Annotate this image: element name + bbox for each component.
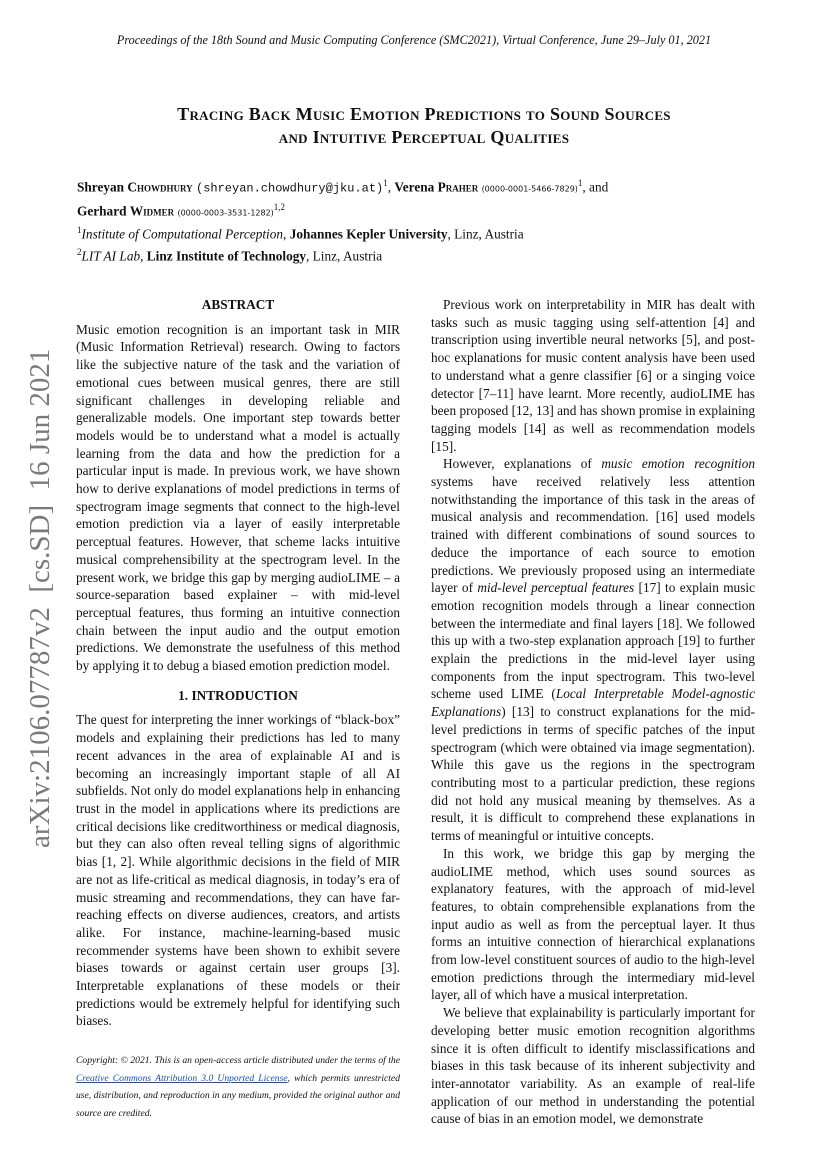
arxiv-stamp-text: arXiv:2106.07787v2 [cs.SD] 16 Jun 2021 bbox=[24, 348, 56, 848]
author-3-sup: 1,2 bbox=[273, 202, 286, 213]
affil-1-univ: Johannes Kepler University bbox=[289, 226, 448, 242]
affil-2-sup: 2 bbox=[77, 247, 82, 258]
author-3-first: Gerhard bbox=[77, 203, 127, 219]
right-paragraph-2 bbox=[431, 455, 755, 844]
affiliation-1: $^1$Institute of Computational Perception, Johannes Kepler University, Linz, Austria bbox=[77, 225, 524, 242]
copyright-notice bbox=[76, 1052, 400, 1122]
right-paragraph-1: Previous work on interpretability in MIR has dealt with tasks such as music tagging using self-attention [4] and transcription using invertible neural networks [5], and post-hoc explanations for music content analysis have been used to understand what a genre classifier [6] or a singing voice detector [7–11] have learnt. More recently, audioLIME has been proposed [12, 13] and has shown promise in explaining tagging models [14] as well as recommendation models [15]. bbox=[431, 297, 755, 454]
copyright-pre: Copyright: © 2021. This is an open-access article distributed under the terms of the bbox=[76, 1055, 400, 1067]
author-1-sup: 1 bbox=[383, 178, 388, 188]
affil-2-loc: , Linz, Austria bbox=[306, 248, 383, 264]
author-2-sup: 1 bbox=[577, 178, 583, 188]
author-1-last: Chowdhury bbox=[127, 179, 193, 195]
right-paragraph-3: In this work, we bridge this gap by merging the audioLIME method, which uses sound sources as explanatory features, with the approach of mid-level features, to obtain comprehensible explanations from the input audio as well as from the perceptual layer. It thus forms an intuitive connection of hierarchical explanations from low-level constituent sources of audio to the high-level emotion predictions through the intermediary mid-level layer, all of which have a musical interpretation. bbox=[431, 845, 755, 1003]
header-text: Proceedings of the 18th Sound and Music Computing Conference (SMC2021), Virtual Conference, June 29–July 01, 2021 bbox=[116, 33, 712, 47]
right-column bbox=[431, 296, 755, 1128]
arxiv-stamp bbox=[24, 328, 58, 848]
affil-1-loc: , Linz, Austria bbox=[447, 226, 524, 242]
author-1-email[interactable]: (shreyan.chowdhury@jku.at) bbox=[196, 181, 384, 196]
p2-part-d: ) [13] to construct explanations for the mid-level predictions in terms of specific patches of the input spectrogram (which were obtained via image segmentation). While this gave us the regions in the spectrogram contributing most to a particular prediction, these regions did not hold any musical meaning by themselves. As a result, it is difficult to comprehend these explanations in terms of meaningful or intuitive concepts. bbox=[431, 704, 755, 844]
affil-2-univ: Linz Institute of Technology bbox=[146, 248, 307, 264]
author-3-orcid[interactable]: (0000-0003-3531-1282) bbox=[177, 208, 274, 218]
left-column bbox=[76, 296, 400, 1122]
author-3-last: Widmer bbox=[129, 203, 175, 219]
author-1-first: Shreyan bbox=[77, 179, 125, 195]
license-link[interactable]: Creative Commons Attribution 3.0 Unported License bbox=[76, 1072, 288, 1084]
affil-2-inst: LIT AI Lab bbox=[81, 248, 141, 264]
right-paragraph-4: We believe that explainability is particularly important for developing better music emotion recognition algorithms since it is often difficult to identify misclassifications and biases in this task because of its inherent subjectivity and inter-annotator variability. As an example of real-life application of our method in understanding the potential cause of bias in an emotion model, we demonstrate bbox=[431, 1005, 755, 1127]
author-list: Shreyan Chowdhury (shreyan.chowdhury@jku.at)$^1$, Verena Praher $(0000-0001-5466-7829)^1$, and Gerhard Widmer $(0000-0003-3531-1282)^{1,2}$ bbox=[77, 178, 609, 219]
p2-part-b: systems have received relatively less attention notwithstanding the importance of this task in the areas of musical analysis and recommendation. [16] used models trained with different combinations of sound sources to deduce the importance of each source to emotion predictions. We previously proposed using an intermediate layer of bbox=[431, 474, 755, 596]
paper-title bbox=[60, 103, 788, 149]
abstract-text: Music emotion recognition is an important task in MIR (Music Information Retrieval) research. Owing to factors like the subjective nature of the task and the variation of emotional cues between musical genres, there are still significant challenges in developing reliable and generalizable models. One important step towards better models would be to understand what a model is actually learning from the data and how the prediction for a particular input is made. In previous work, we have shown how to derive explanations of model predictions in terms of spectrogram image segments that connect to the high-level emotion prediction via a layer of easily interpretable perceptual features. However, that scheme lacks intuitive musical comprehensibility at the spectrogram level. In the present work, we bridge this gap by merging audioLIME – a source-separation based explainer – with mid-level perceptual features, thus forming an intuitive connection chain between the input audio and the output emotion predictions. We demonstrate the usefulness of this method by applying it to debug a biased emotion prediction model. bbox=[76, 321, 400, 674]
affiliation-2: $^2$LIT AI Lab, Linz Institute of Technology, Linz, Austria bbox=[77, 247, 383, 264]
affil-1-inst: Institute of Computational Perception bbox=[81, 226, 284, 242]
intro-heading: 1. INTRODUCTION bbox=[178, 687, 298, 703]
author-2-orcid[interactable]: (0000-0001-5466-7829) bbox=[481, 184, 578, 194]
copyright-post: , which permits unrestricted use, distribution, and reproduction in any medium, provided the original author and source are credited. bbox=[76, 1072, 400, 1119]
p2-em-1: music emotion recognition bbox=[601, 456, 756, 472]
p2-em-2: mid-level perceptual features bbox=[477, 580, 635, 596]
title-line-1: Tracing Back Music Emotion Predictions to Sound Sources bbox=[177, 104, 671, 124]
abstract-heading: ABSTRACT bbox=[201, 297, 275, 312]
p2-part-a: However, explanations of bbox=[443, 456, 602, 472]
running-header bbox=[0, 33, 828, 48]
intro-paragraph-1: The quest for interpreting the inner workings of “black-box” models and explaining their predictions has led to many recent advances in the area of explainable AI and is becoming an increasingly important staple of all AI subfields. Not only do model explanations help in enhancing trust in the model in applications where its predictions are critical decisions like creditworthiness or medical diagnosis, but they can also often reveal telling signs of algorithmic bias [1, 2]. While algorithmic decisions in the field of MIR are not as life-critical as medical diagnosis, in today’s era of music streaming and recommendations, they can have far-reaching effects on diverse audiences, creators, and artists alike. For instance, machine-learning-based music recommender systems have been shown to exhibit severe biases towards or against certain user groups [3]. Interpretable explanations of these models or their predictions would be extremely helpful for identifying such biases. bbox=[76, 712, 400, 1029]
p2-em-3: Local Interpretable Model-agnostic Explanations bbox=[431, 686, 755, 720]
affiliations bbox=[77, 221, 757, 266]
author-2-first: Verena bbox=[394, 179, 435, 195]
affil-1-sup: 1 bbox=[77, 225, 82, 235]
author-and: , and bbox=[582, 179, 609, 195]
author-2-last: Praher bbox=[437, 179, 479, 195]
title-line-2: and Intuitive Perceptual Qualities bbox=[278, 127, 570, 147]
p2-part-c: [17] to explain music emotion recognition models through a linear connection between the intermediate and final layers [18]. We followed this up with a two-step explanation approach [19] to further explain the predictions in the mid-level layer using components from the input spectrogram. This two-level scheme used LIME ( bbox=[431, 580, 755, 702]
